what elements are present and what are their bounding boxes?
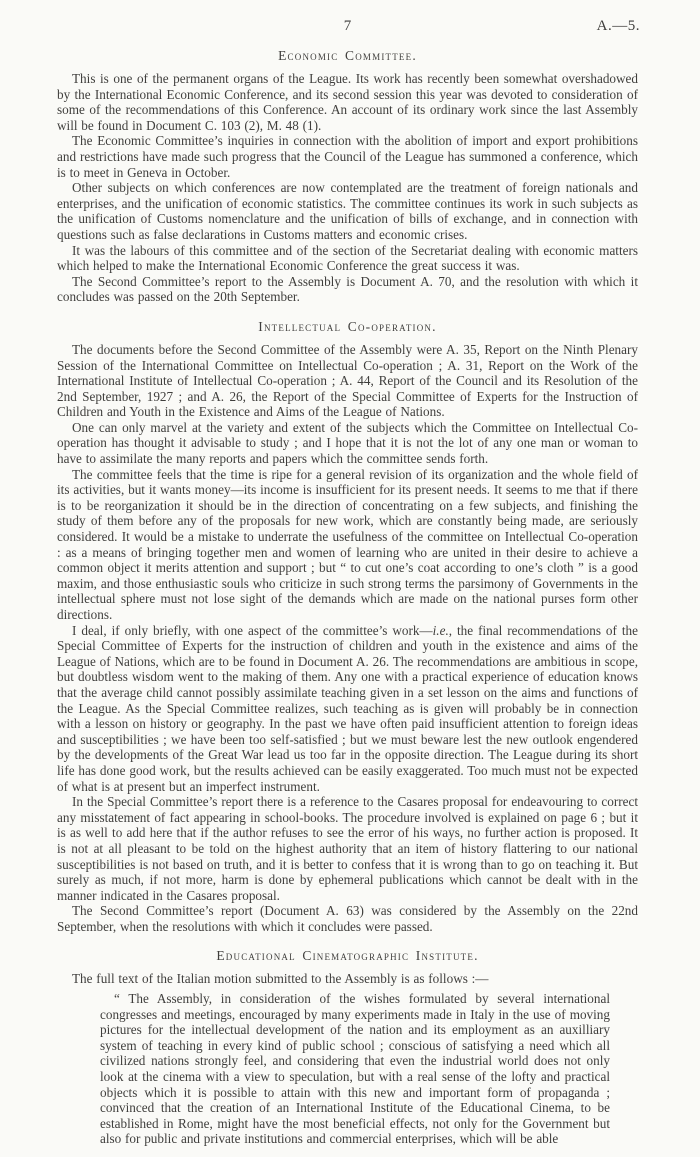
paragraph: The Economic Committee’s inquiries in connection with the abolition of import and export prohibitions and restrictions have made such progress that the Council of the League has summoned a conference, which is to meet in Geneva in October. <box>57 133 638 180</box>
paragraph: The Second Committee’s report to the Assembly is Document A. 70, and the resolution with which it concludes was passed on the 20th September. <box>57 273 638 305</box>
paragraph: The documents before the Second Committee of the Assembly were A. 35, Report on the Ninth Plenary Session of the International Committee on Intellectual Co-operation ; A. 31, Report on the Work of the International Institute of Intellectual Co-operation ; A. 44, Report of the Council and its Resolution of the 2nd September, 1927 ; and A. 26, the Report of the Special Committee of Experts for the Instruction of Children and Youth in the Existence and Aims of the League of Nations. <box>57 341 638 420</box>
document-body <box>57 48 638 1147</box>
paragraph: The Second Committee’s report (Document A. 63) was considered by the Assembly on the 22nd September, when the resolutions with which it concludes were passed. <box>57 903 638 934</box>
page-header <box>57 18 638 40</box>
blockquote-paragraph: “ The Assembly, in consideration of the wishes formulated by several international congresses and meetings, encouraged by many experiments made in Italy in the use of moving pictures for the intellectual development of the nation and its employment as an auxilliary system of teaching in every kind of public school ; conscious of satisfying a need which all civilized nations strongly feel, and considering that even the industrial world does not only look at the cinema with a view to speculation, but with a real sense of the lofty and practical objects which it is possible to attain with this new and important form of propaganda ; convinced that the creation of an International Institute of the Educational Cinema, to be established in Rome, might have the most beneficial effects, not only for the Government but also for public and private institutions and commercial enterprises, which will be able <box>100 991 610 1147</box>
section-heading: Intellectual Co-operation. <box>258 318 437 334</box>
paragraph: I deal, if only briefly, with one aspect of the committee’s work—i.e., the final recommendations of the Special Committee of Experts for the instruction of children and youth in the existence and aims of the League of Nations, which are to be found in Document A. 26. The recommendations are ambitious in scope, but doubtless wisdom went to the making of them. Any one with a practical experience of education knows that the average child cannot possibly assimilate teaching given in a set lesson on the aims and functions of the League. As the Special Committee realizes, such teaching as is given will probably be in connection with a lesson on history or geography. In the past we have often paid insufficient attention to foreign ideas and susceptibilities ; we have been too self-satisfied ; but we must beware lest the new outlook engendered by the developments of the Great War lead us too far in the opposite direction. The League during its short life has done good work, but the results achieved can be easily exaggerated. Too much must not be expected of what is at present but an imperfect instrument. <box>57 622 638 794</box>
paragraph: It was the labours of this committee and of the section of the Secretariat dealing with economic matters which helped to make the International Economic Conference the great success it was. <box>57 242 638 274</box>
paragraph: The committee feels that the time is ripe for a general revision of its organization and the whole field of its activities, but it wants money—its income is insufficient for its present needs. It seems to me that if there is to be reorganization it should be in the direction of concentrating on a few subjects, and finishing the study of them before any of the proposals for new work, which are constantly being made, are seriously considered. It would be a mistake to underrate the usefulness of the committee on Intellectual Co-operation : as a means of bringing together men and women of learning who are united in their desire to achieve a common object it merits attention and support ; but “ to cut one’s coat according to one’s cloth ” is a good maxim, and those enthusiastic souls who criticize in such strong terms the parsimony of Governments in the intellectual sphere must not lose sight of the demands which are made on the national purses form other directions. <box>57 466 638 622</box>
italic-run: i.e. <box>432 622 449 638</box>
paragraph: This is one of the permanent organs of the League. Its work has recently been somewhat overshadowed by the International Economic Conference, and its second session this year was devoted to consideration of some of the recommendations of this Conference. An account of its ordinary work since the last Assembly will be found in Document C. 103 (2), M. 48 (1). <box>57 71 638 133</box>
paragraph: In the Special Committee’s report there is a reference to the Casares proposal for endeavouring to correct any misstatement of fact appearing in school-books. The procedure involved is explained on page 6 ; but it is as well to add here that if the author refuses to see the error of his ways, no further action is proposed. It is not at all pleasant to be told on the highest authority that an item of history flattering to our national susceptibilities is not based on truth, and it is better to confess that it is wrong than to go on teaching it. But surely as much, if not more, harm is done by ephemeral publications which cannot be dealt with in the manner indicated in the Casares proposal. <box>57 794 638 903</box>
section-heading: Educational Cinematographic Institute. <box>216 948 479 964</box>
section-heading: Economic Committee. <box>278 48 417 63</box>
page-number: 7 <box>343 18 352 34</box>
document-reference: A.—5. <box>596 18 640 34</box>
paragraph: Other subjects on which conferences are now contemplated are the treatment of foreign nationals and enterprises, and the unification of economic statistics. The committee continues its work in such subjects as the unification of Customs nomenclature and the unification of bills of exchange, and in connection with questions such as false declarations in Customs matters and economic crises. <box>57 180 638 242</box>
paragraph: The full text of the Italian motion submitted to the Assembly is as follows :— <box>72 971 489 987</box>
paragraph: One can only marvel at the variety and extent of the subjects which the Committee on Intellectual Co-operation has thought it advisable to study ; and I hope that it is not the lot of any one man or woman to have to assimilate the many reports and papers which the committee sends forth. <box>57 419 638 467</box>
text-column <box>57 18 638 1147</box>
